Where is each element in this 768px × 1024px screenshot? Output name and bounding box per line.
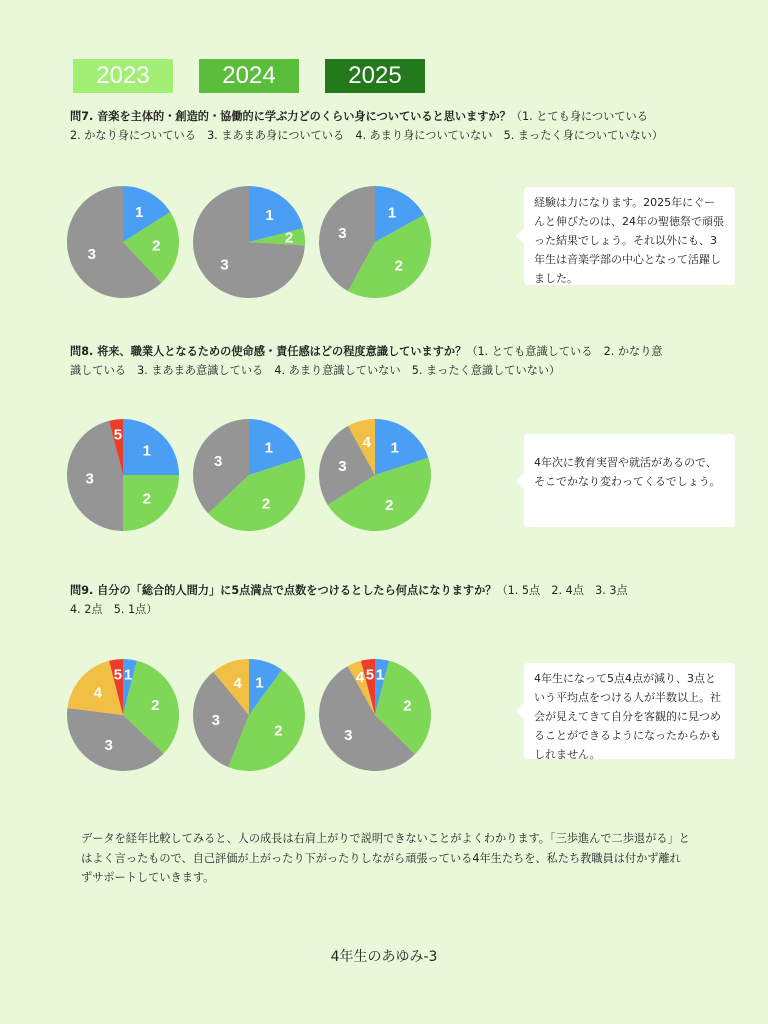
pie-問7-2025-label-3: 3: [338, 225, 347, 243]
question-7-title: 問7. 音楽を主体的・創造的・協働的に学ぶ力どのくらい身についていると思いますか？: [70, 110, 511, 123]
question-8-options-2: 識している 3. まあまあ意識している 4. あまり意識していない 5. まったく意識していない）: [70, 364, 561, 377]
pie-問7-2023-label-3: 3: [87, 245, 96, 263]
question-8-text: [70, 342, 730, 380]
pie-問8-2025-label-4: 4: [362, 433, 371, 451]
pie-問7-2024-label-2: 2: [284, 229, 294, 247]
question-9-options-1: （1. 5点 2. 4点 3. 3点: [496, 584, 628, 597]
legend-2024: 2024: [199, 59, 299, 93]
pie-問7-2024-label-1: 1: [265, 206, 274, 224]
pie-問9-2025-label-3: 3: [344, 726, 353, 744]
pie-問9-2024-label-2: 2: [274, 722, 283, 740]
pie-問7-2025-label-2: 2: [394, 257, 403, 275]
question-9-pies: [0, 648, 450, 783]
pie-問8-2024-label-3: 3: [213, 453, 223, 471]
pie-問9-2025-label-4: 4: [355, 669, 365, 687]
summary-text: データを経年比較してみると、人の成長は右肩上がりで説明できないことがよくわかります。「三歩進んで二歩退がる」とはよく言ったもので、自己評価が上がったり下がったりしながら頑張っている4年生たちを、私たち教職員は付かず離れずサポートしていきます。: [81, 832, 690, 884]
pie-問9-2024-label-3: 3: [211, 711, 220, 729]
pie-問8-2023-slice-1: [123, 419, 179, 475]
pie-問8-2024-label-2: 2: [261, 495, 271, 513]
pie-問9-2023-label-1: 1: [123, 666, 133, 684]
question-8-title: 問8. 将来、職業人となるための使命感・責任感はどの程度意識していますか？: [70, 345, 467, 358]
pie-問8-2025-label-1: 1: [390, 439, 399, 457]
pie-問8-2023-label-5: 5: [113, 426, 123, 444]
question-9-options-2: 4. 2点 5. 1点）: [70, 603, 158, 616]
question-8-comment: 4年次に教育実習や就活があるので、そこでかなり変わってくるでしょう。: [524, 434, 735, 527]
page-footer: 4年生のあゆみ-3: [330, 949, 438, 965]
pie-問9-2024-label-4: 4: [233, 674, 242, 692]
pie-問7-2025-label-1: 1: [387, 204, 397, 222]
pie-問7-2023-label-1: 1: [135, 204, 144, 222]
question-7-comment: 経験は力になります。2025年にぐーんと伸びたのは、24年の聖徳祭で頑張った結果でしょう。それ以外にも、3年生は音楽学部の中心となって活躍しました。: [524, 187, 735, 285]
pie-問9-2023-label-3: 3: [104, 736, 113, 754]
legend-2023: 2023: [73, 59, 173, 93]
pie-問8-2023-label-3: 3: [85, 470, 94, 488]
pie-問9-2025-label-2: 2: [403, 697, 412, 715]
legend-2025: 2025: [325, 59, 425, 93]
question-8-pies: [0, 408, 450, 543]
pie-問8-2023-slice-2: [123, 475, 179, 531]
pie-問9-2025-label-5: 5: [365, 666, 375, 684]
pie-問9-2023-label-2: 2: [151, 697, 160, 715]
pie-問8-2024-label-1: 1: [264, 439, 273, 457]
question-7-pies: [0, 175, 450, 310]
question-9-comment: 4年生になって5点4点が減り、3点という平均点をつける人が半数以上。社会が見えてきて自分を客観的に見つめることができるようになったからかもしれません。: [524, 663, 735, 759]
pie-問9-2023-label-4: 4: [93, 684, 102, 702]
pie-問7-2023-label-2: 2: [152, 237, 161, 255]
question-7-text: [70, 107, 730, 145]
question-9-text: [70, 581, 730, 619]
question-9-title: 問9. 自分の「総合的人間力」に5点満点で点数をつけるとしたら何点になりますか？: [70, 584, 497, 597]
pie-問9-2023-label-5: 5: [113, 666, 123, 684]
question-7-options-1: （1. とても身についている: [510, 110, 648, 123]
question-8-options-1: （1. とても意識している 2. かなり意: [466, 345, 663, 358]
pie-問8-2023-label-2: 2: [142, 490, 151, 508]
question-7-options-2: 2. かなり身についている 3. まあまあ身についている 4. あまり身についていない 5. まったく身についていない）: [70, 129, 664, 142]
pie-問7-2024-label-3: 3: [220, 256, 229, 274]
pie-問8-2025-label-3: 3: [338, 458, 347, 476]
pie-問9-2024-label-1: 1: [255, 674, 264, 692]
pie-問9-2025-label-1: 1: [375, 666, 385, 684]
pie-問8-2023-label-1: 1: [142, 442, 151, 460]
pie-問8-2025-label-2: 2: [385, 496, 394, 514]
